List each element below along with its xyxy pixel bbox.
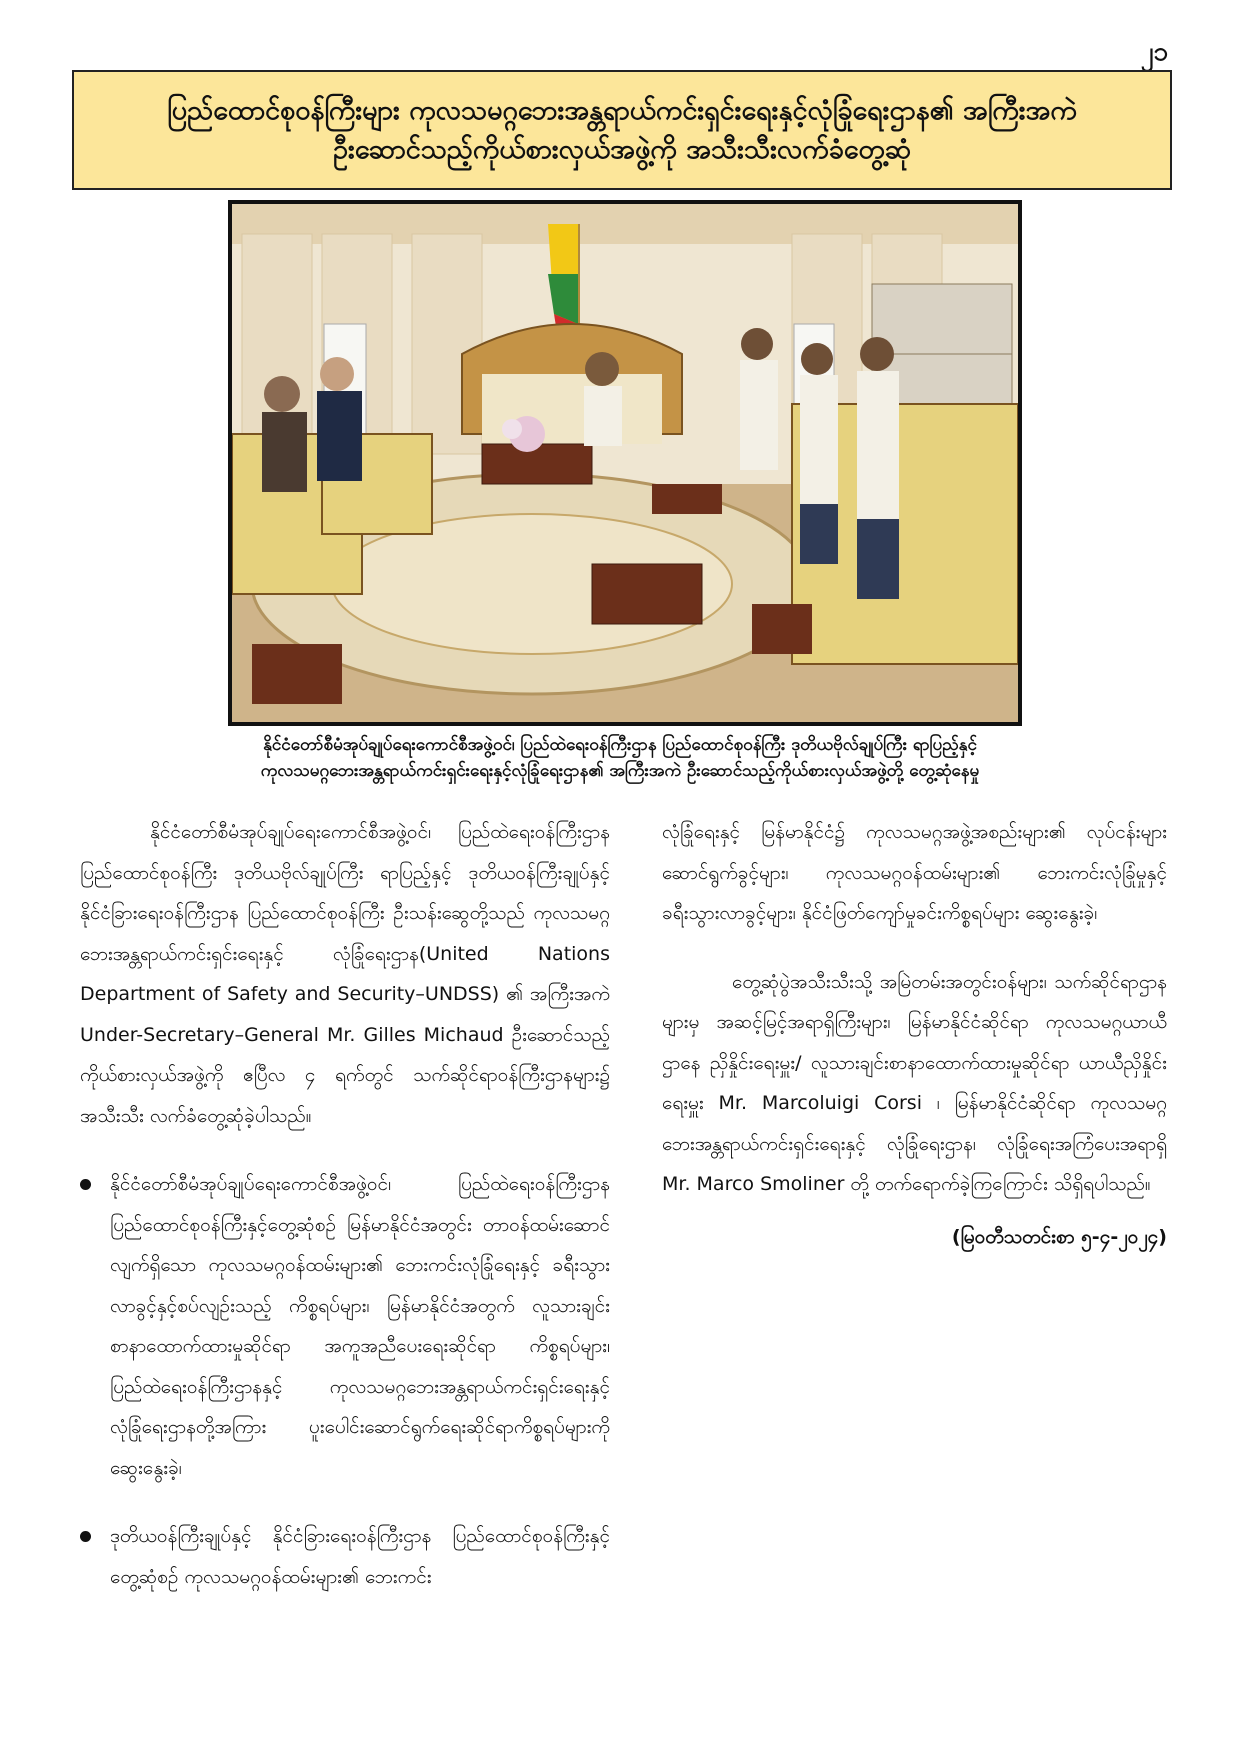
source-credit: (မြဝတီသတင်းစာ ၅-၄-၂၀၂၄) <box>951 1225 1167 1248</box>
headline-line-2: ဦးဆောင်သည့်ကိုယ်စားလှယ်အဖွဲ့ကို အသီးသီးလက်ခံတွေ့ဆုံ <box>333 134 911 165</box>
bullet-text-2: ဒုတိယဝန်ကြီးချုပ်နှင့် နိုင်ငံခြားရေးဝန်ကြီးဌာန ပြည်ထောင်စုဝန်ကြီးနှင့်တွေ့ဆုံစဉ် ကုလသမဂ္ဂဝန်ထမ်းများ၏ ဘေးကင်း <box>110 1525 610 1588</box>
intro-paragraph: နိုင်ငံတော်စီမံအုပ်ချုပ်ရေးကောင်စီအဖွဲ့ဝင်၊ ပြည်ထဲရေးဝန်ကြီးဌာန ပြည်ထောင်စုဝန်ကြီး ဒုတိယဗိုလ်ချုပ်ကြီး ရာပြည့်နှင့် ဒုတိယဝန်ကြီးချုပ်နှင့် နိုင်ငံခြားရေးဝန်ကြီးဌာန ပြည်ထောင်စုဝန်ကြီး ဦးသန်းဆွေတို့သည် ကုလသမဂ္ဂဘေးအန္တရာယ်ကင်းရှင်းရေးနှင့် လုံခြုံရေးဌာန(United Nations Department of Safety and Security–UNDSS) ၏ အကြီးအကဲ Under-Secretary–General Mr. Gilles Michaud ဦးဆောင်သည့် ကိုယ်စားလှယ်အဖွဲ့ကို ဧပြီလ ၄ ရက်တွင် သက်ဆိုင်ရာဝန်ကြီးဌာနများ၌ အသီးသီး လက်ခံတွေ့ဆုံခဲ့ပါသည်။ <box>80 821 610 1127</box>
left-column <box>80 812 610 1597</box>
bullet-icon <box>80 1179 91 1190</box>
bullet-item-2 <box>80 1516 610 1597</box>
bullet-icon <box>80 1531 91 1542</box>
attendees-paragraph: တွေ့ဆုံပွဲအသီးသီးသို့ အမြဲတမ်းအတွင်းဝန်များ၊ သက်ဆိုင်ရာဌာနများမှ အဆင့်မြင့်အရာရှိကြီးများ၊ မြန်မာနိုင်ငံဆိုင်ရာ ကုလသမဂ္ဂယာယီဌာနေ ညှိနှိုင်းရေးမှူး/ လူသားချင်းစာနာထောက်ထားမှုဆိုင်ရာ ယာယီညှိနှိုင်းရေးမှူး Mr. Marcoluigi Corsi ၊ မြန်မာနိုင်ငံဆိုင်ရာ ကုလသမဂ္ဂဘေးအန္တရာယ်ကင်းရှင်းရေးနှင့် လုံခြုံရေးဌာန၊ လုံခြုံရေးအကြံပေးအရာရှိ Mr. Marco Smoliner တို့ တက်ရောက်ခဲ့ကြကြောင်း သိရှိရပါသည်။ <box>662 970 1167 1195</box>
bullet-text-1: နိုင်ငံတော်စီမံအုပ်ချုပ်ရေးကောင်စီအဖွဲ့ဝင်၊ ပြည်ထဲရေးဝန်ကြီးဌာန ပြည်ထောင်စုဝန်ကြီးနှင့်တွေ့ဆုံစဉ် မြန်မာနိုင်ငံအတွင်း တာဝန်ထမ်းဆောင်လျက်ရှိသော ကုလသမဂ္ဂဝန်ထမ်းများ၏ ဘေးကင်းလုံခြုံရေးနှင့် ခရီးသွားလာခွင့်နှင့်စပ်လျဉ်းသည့် ကိစ္စရပ်များ၊ မြန်မာနိုင်ငံအတွက် လူသားချင်းစာနာထောက်ထားမှုဆိုင်ရာ အကူအညီပေးရေးဆိုင်ရာ ကိစ္စရပ်များ၊ ပြည်ထဲရေးဝန်ကြီးဌာနနှင့် ကုလသမဂ္ဂဘေးအန္တရာယ်ကင်းရှင်းရေးနှင့် လုံခြုံရေးဌာနတို့အကြား ပူးပေါင်းဆောင်ရွက်ရေးဆိုင်ရာကိစ္စရပ်များကို ဆွေးနွေးခဲ့၊ <box>110 1173 610 1479</box>
right-column <box>662 812 1167 1257</box>
meeting-photo <box>228 200 1022 726</box>
headline-line-1: ပြည်ထောင်စုဝန်ကြီးများ ကုလသမဂ္ဂဘေးအန္တရာယ်ကင်းရှင်းရေးနှင့်လုံခြုံရေးဌာန၏ အကြီးအကဲ <box>167 94 1077 126</box>
bullet-item-1 <box>80 1164 610 1488</box>
meeting-photo-illustration <box>232 204 1018 722</box>
caption-line-1: နိုင်ငံတော်စီမံအုပ်ချုပ်ရေးကောင်စီအဖွဲ့ဝင်၊ ပြည်ထဲရေးဝန်ကြီးဌာန ပြည်ထောင်စုဝန်ကြီး ဒုတိယဗိုလ်ချုပ်ကြီး ရာပြည့်နှင့် <box>263 735 977 755</box>
caption-line-2: ကုလသမဂ္ဂဘေးအန္တရာယ်ကင်းရှင်းရေးနှင့်လုံခြုံရေးဌာန၏ အကြီးအကဲ ဦးဆောင်သည့်ကိုယ်စားလှယ်အဖွဲ့တို့ တွေ့ဆုံနေမှု <box>260 761 980 782</box>
photo-caption <box>60 732 1180 785</box>
page-number: ၂၁ <box>1140 37 1168 67</box>
continuation-paragraph: လုံခြုံရေးနှင့် မြန်မာနိုင်ငံ၌ ကုလသမဂ္ဂအဖွဲ့အစည်းများ၏ လုပ်ငန်းများဆောင်ရွက်ခွင့်များ၊ ကုလသမဂ္ဂဝန်ထမ်းများ၏ ဘေးကင်းလုံခြုံမှုနှင့် ခရီးသွားလာခွင့်များ၊ နိုင်ငံဖြတ်ကျော်မှုခင်းကိစ္စရပ်များ ဆွေးနွေးခဲ့၊ <box>662 821 1167 924</box>
headline-box <box>72 70 1172 190</box>
